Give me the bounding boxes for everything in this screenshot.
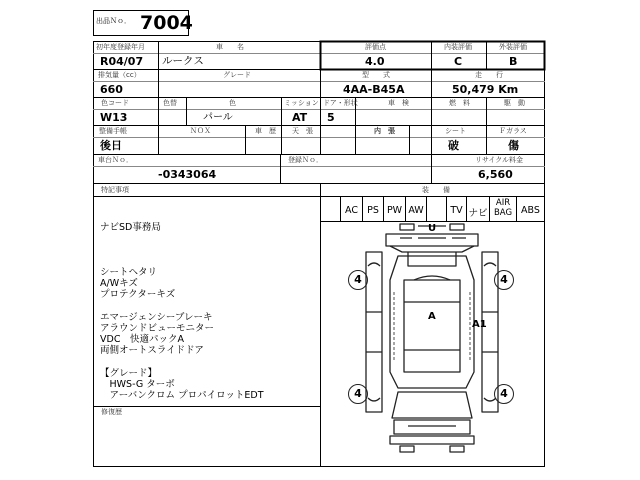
glass-label: Ｆガラス <box>499 127 527 135</box>
tire-rear-right: 4 <box>494 384 514 404</box>
recycle-label: リサイクル料金 <box>475 156 524 164</box>
notes-line: ナビSD事務局 <box>100 222 161 233</box>
interior-grade-value: C <box>454 55 463 68</box>
mileage-label: 走 行 <box>475 71 503 79</box>
equip-navi: ナビ <box>468 208 488 219</box>
year-value: R04/07 <box>100 55 144 68</box>
fuel-label: 燃 料 <box>449 99 470 107</box>
windshield-top <box>390 246 474 252</box>
equip-abs: ABS <box>521 205 540 216</box>
notes-line: A/Wキズ <box>100 278 138 290</box>
lot-label: 出品Ｎｏ． <box>96 17 131 25</box>
recycle-value: 6,560 <box>478 168 513 181</box>
notes-line: アーバンクロム プロパイロットEDT <box>100 390 264 402</box>
tire-front-left: 4 <box>348 270 368 290</box>
interior-trim-label: 内 張 <box>374 127 395 135</box>
service-book-value: 後日 <box>100 139 122 152</box>
notes-line <box>100 233 264 244</box>
front-light-right <box>450 224 464 230</box>
seat-label: シート <box>445 127 466 135</box>
equip-tv: TV <box>450 205 463 216</box>
mark-roof: U <box>428 223 437 234</box>
model-value: ルークス <box>162 55 204 67</box>
rear-light-left <box>400 446 414 452</box>
notes-label: 特記事項 <box>101 186 129 194</box>
mission-value: AT <box>292 111 308 124</box>
registration-label: 登録Ｎｏ． <box>288 156 323 164</box>
type-value: 4AA-B45A <box>343 83 405 96</box>
tire-front-right: 4 <box>494 270 514 290</box>
notes-line: プロテクターキズ <box>100 289 176 301</box>
mark-hood: A <box>428 311 436 322</box>
chassis-value: -0343064 <box>158 168 217 181</box>
notes-line <box>100 256 264 267</box>
notes-line: アラウンドビューモニター <box>100 322 215 334</box>
roof-lining-label: 天 張 <box>292 127 313 135</box>
notes-line: 【グレード】 <box>100 367 158 379</box>
rear-window <box>392 392 472 418</box>
notes-line: 両側オートスライドドア <box>100 345 204 357</box>
color-code-value: W13 <box>100 111 128 124</box>
color-change-label: 色替 <box>163 99 177 107</box>
rear-bumper <box>394 420 470 434</box>
nox-label: ＮＯＸ <box>190 127 211 135</box>
grade-label: グレード <box>223 71 251 79</box>
displacement-label: 排気量（cc） <box>98 71 141 79</box>
notes-line: シートヘタリ <box>100 266 158 278</box>
left-side <box>366 252 382 412</box>
inspection-label: 車 検 <box>388 99 409 107</box>
equip-airbag: AIR BAG <box>493 198 513 218</box>
color-name-value: パール <box>203 112 233 123</box>
roof-outline <box>386 234 478 246</box>
notes-line: VDC 快適パックA <box>100 334 184 346</box>
displacement-value: 660 <box>100 83 123 96</box>
mission-label: ミッション <box>284 99 319 107</box>
color-name-label: 色 <box>229 99 236 107</box>
notes-line: HWS-G ターボ <box>100 378 175 390</box>
roof-panel <box>404 280 460 372</box>
chassis-label: 車台Ｎｏ． <box>98 156 133 164</box>
rear-light-right <box>450 446 464 452</box>
year-label: 初年度登録年月 <box>96 43 145 51</box>
service-book-label: 整備手帳 <box>99 127 127 135</box>
car-damage-diagram <box>320 222 545 462</box>
front-light-left <box>400 224 414 230</box>
notes-line: エマージェンシーブレーキ <box>100 311 213 323</box>
exterior-grade-value: B <box>509 55 518 68</box>
equip-aw: AW <box>408 205 424 216</box>
score-value: 4.0 <box>365 55 385 68</box>
equip-ps: PS <box>367 205 379 216</box>
door-value: 5 <box>327 111 335 124</box>
seat-value: 破 <box>448 139 459 152</box>
notes-line <box>100 300 264 311</box>
score-label: 評価点 <box>365 43 386 51</box>
glass-value: 傷 <box>508 139 519 152</box>
color-code-label: 色コード <box>101 99 129 107</box>
notes-line <box>100 356 264 367</box>
door-label: ドア・形状 <box>323 99 358 107</box>
history-label: 車 歴 <box>255 127 276 135</box>
model-label: 車 名 <box>216 43 244 51</box>
lot-number: 7004 <box>140 12 193 34</box>
mileage-value: 50,479 Km <box>452 83 519 96</box>
notes-line <box>100 244 264 255</box>
drive-label: 駆 動 <box>504 99 525 107</box>
notes-body <box>100 222 264 401</box>
tire-rear-left: 4 <box>348 384 368 404</box>
interior-grade-label: 内装評価 <box>444 43 472 51</box>
mark-side: A1 <box>472 319 487 330</box>
repair-history-label: 修復歴 <box>101 408 122 416</box>
equipment-label: 装 備 <box>422 186 450 194</box>
equip-pw: PW <box>386 205 403 216</box>
type-label: 型 式 <box>362 71 390 79</box>
exterior-grade-label: 外装評価 <box>499 43 527 51</box>
equip-ac: AC <box>345 205 358 216</box>
